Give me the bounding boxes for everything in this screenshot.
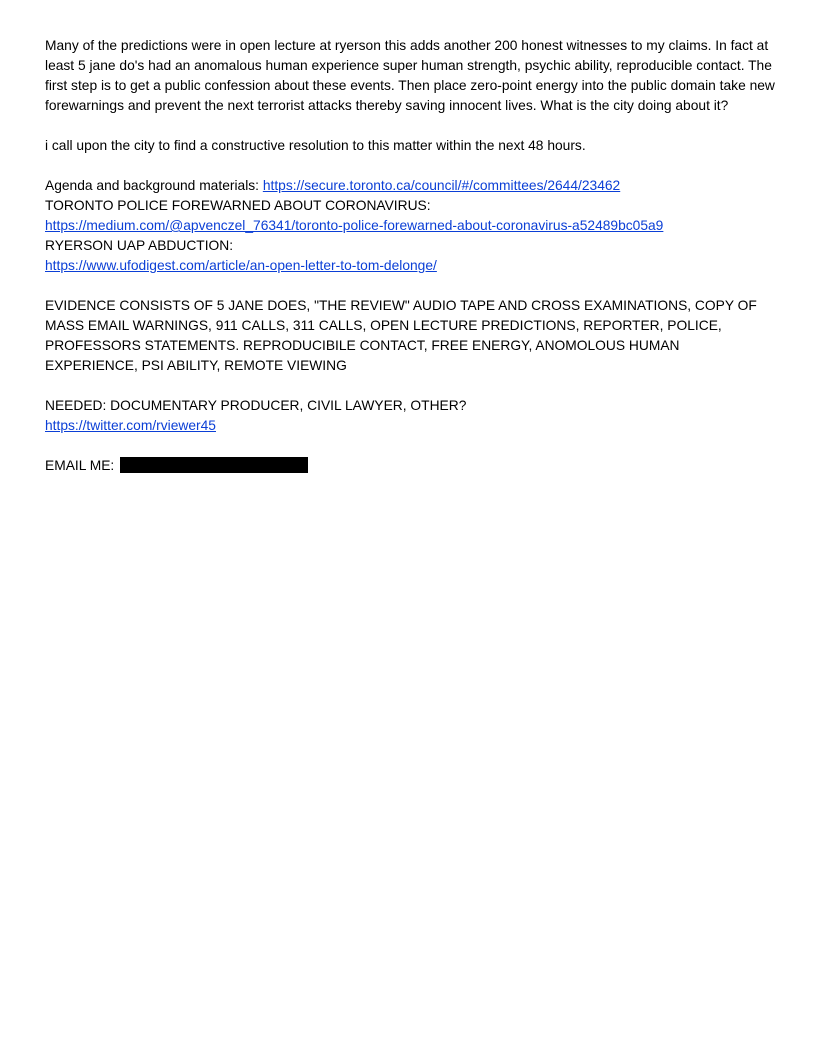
agenda-line xyxy=(45,176,775,196)
twitter-link[interactable]: https://twitter.com/rviewer45 xyxy=(45,418,216,433)
twitter-line xyxy=(45,416,775,436)
agenda-label: Agenda and background materials: xyxy=(45,178,263,193)
coronavirus-line xyxy=(45,216,775,236)
document-body xyxy=(45,36,775,496)
coronavirus-link[interactable]: https://medium.com/@apvenczel_76341/toronto-police-forewarned-about-coronavirus-a52489bc05a9 xyxy=(45,218,664,233)
abduction-link[interactable]: https://www.ufodigest.com/article/an-open-letter-to-tom-delonge/ xyxy=(45,258,437,273)
email-section xyxy=(45,456,775,476)
links-section xyxy=(45,176,775,276)
email-label: EMAIL ME: xyxy=(45,458,119,473)
abduction-line xyxy=(45,256,775,276)
needed-section xyxy=(45,396,775,436)
paragraph-predictions: Many of the predictions were in open lecture at ryerson this adds another 200 honest witnesses to my claims. In fact at least 5 jane do's had an anomalous human experience super human strength, psychic ability, reproducible contact. The first step is to get a public confession about these events. Then place zero-point energy into the public domain take new forewarnings and prevent the next terrorist attacks thereby saving innocent lives. What is the city doing about it? xyxy=(45,38,775,113)
redacted-email-block xyxy=(120,457,308,473)
paragraph-call-upon-city: i call upon the city to find a constructive resolution to this matter within the next 48 hours. xyxy=(45,138,586,153)
agenda-link[interactable]: https://secure.toronto.ca/council/#/committees/2644/23462 xyxy=(262,178,621,193)
coronavirus-heading: TORONTO POLICE FOREWARNED ABOUT CORONAVIRUS: xyxy=(45,198,431,213)
needed-text: NEEDED: DOCUMENTARY PRODUCER, CIVIL LAWYER, OTHER? xyxy=(45,398,467,413)
paragraph-evidence: EVIDENCE CONSISTS OF 5 JANE DOES, "THE REVIEW" AUDIO TAPE AND CROSS EXAMINATIONS, COPY OF MASS EMAIL WARNINGS, 911 CALLS, 311 CALLS, OPEN LECTURE PREDICTIONS, REPORTER, POLICE, PROFESSORS STATEMENTS. REPRODUCIBILE CONTACT, FREE ENERGY, ANOMOLOUS HUMAN EXPERIENCE, PSI ABILITY, REMOTE VIEWING xyxy=(45,298,757,373)
abduction-heading: RYERSON UAP ABDUCTION: xyxy=(45,238,234,253)
